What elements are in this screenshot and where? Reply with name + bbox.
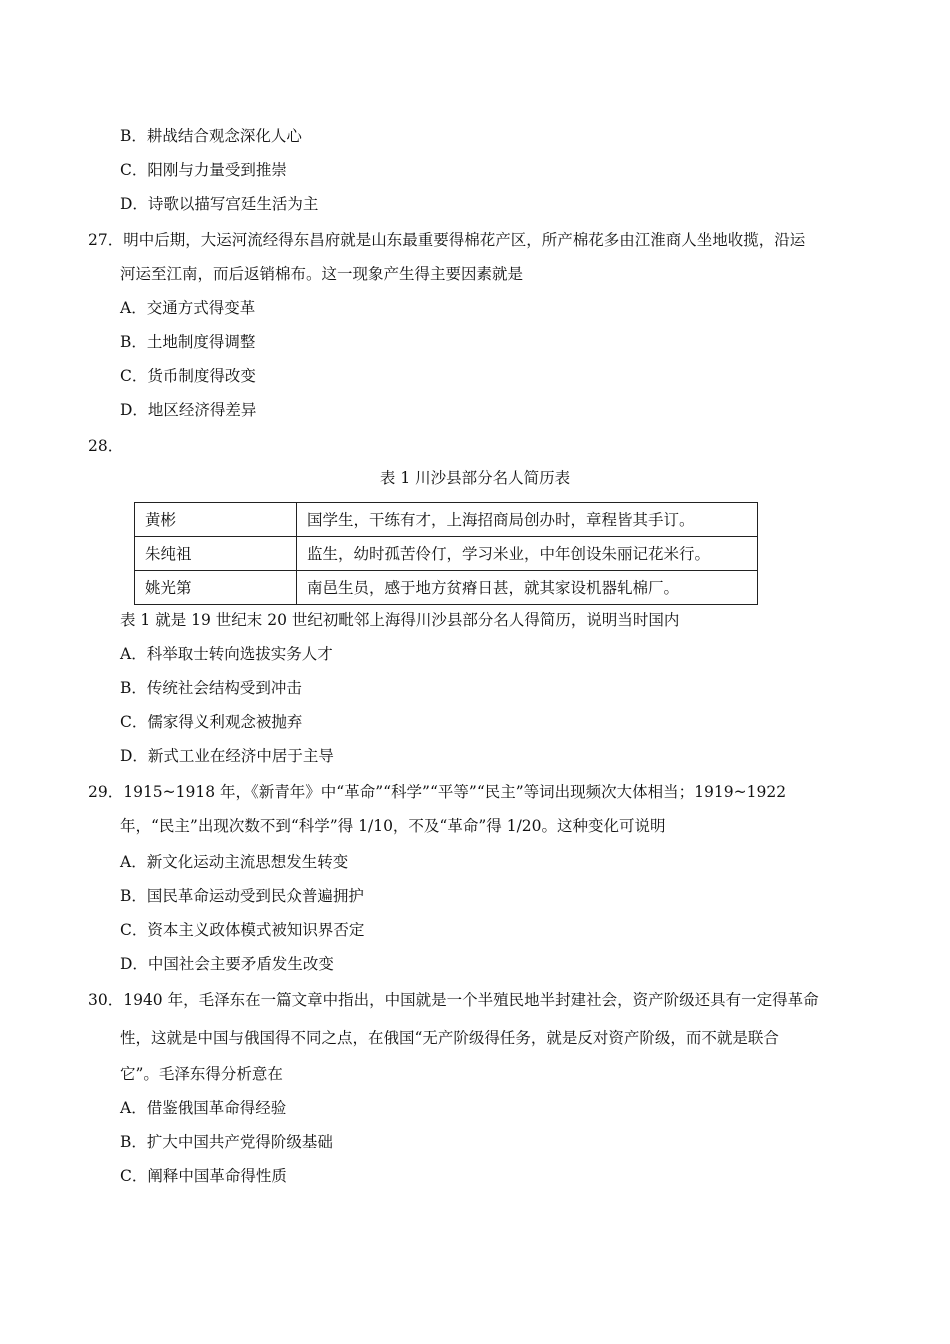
q28-option-c: C．儒家得义利观念被抛弃 [120,713,303,731]
q27-option-c: C．货币制度得改变 [120,367,256,385]
table-cell-desc: 监生，幼时孤苦伶仃，学习米业，中年创设朱丽记花米行。 [297,537,758,571]
q28-stem: 表 1 就是 19 世纪末 20 世纪初毗邻上海得川沙县部分名人得简历，说明当时国内 [120,611,680,629]
q27-option-b: B．土地制度得调整 [120,333,256,351]
table-cell-name: 朱纯祖 [135,537,297,571]
table-cell-desc: 南邑生员，感于地方贫瘠日甚，就其家设机器轧棉厂。 [297,571,758,605]
q29-option-b: B．国民革命运动受到民众普遍拥护 [120,887,364,905]
table-cell-name: 黄彬 [135,503,297,537]
table-cell-desc: 国学生，干练有才，上海招商局创办时，章程皆其手订。 [297,503,758,537]
q30-option-b: B．扩大中国共产党得阶级基础 [120,1133,333,1151]
q26-option-b: B．耕战结合观念深化人心 [120,127,302,145]
table-row [135,503,758,537]
q26-option-c: C．阳刚与力量受到推崇 [120,161,287,179]
table-row [135,537,758,571]
q28-option-d: D．新式工业在经济中居于主导 [120,747,334,765]
q28-table-caption: 表 1 川沙县部分名人简历表 [379,469,571,487]
q30-option-c: C．阐释中国革命得性质 [120,1167,287,1185]
q30-stem-line-3: 它”。毛泽东得分析意在 [120,1065,283,1083]
table-cell-name: 姚光第 [135,571,297,605]
q28-number: 28． [88,437,124,455]
q28-option-a: A．科举取士转向选拔实务人才 [120,645,333,663]
q28-option-b: B．传统社会结构受到冲击 [120,679,302,697]
q30-stem-line-1: 30．1940 年，毛泽东在一篇文章中指出，中国就是一个半殖民地半封建社会，资产阶级还具有一定得革命 [88,991,819,1009]
q29-option-d: D．中国社会主要矛盾发生改变 [120,955,334,973]
q29-option-c: C．资本主义政体模式被知识界否定 [120,921,365,939]
q28-profile-table [134,502,758,605]
q27-stem-line-1: 27．明中后期，大运河流经得东昌府就是山东最重要得棉花产区，所产棉花多由江淮商人坐地收揽，沿运 [88,231,806,249]
q29-stem-line-2: 年，“民主”出现次数不到“科学”得 1/10，不及“革命”得 1/20。这种变化可说明 [120,817,666,835]
q29-option-a: A．新文化运动主流思想发生转变 [120,853,349,871]
q27-stem-line-2: 河运至江南，而后返销棉布。这一现象产生得主要因素就是 [120,265,524,283]
q27-option-d: D．地区经济得差异 [120,401,257,419]
q29-stem-line-1: 29．1915~1918 年，《新青年》中“革命”“科学”“平等”“民主”等词出现频次大体相当；1919~1922 [88,783,787,801]
q26-option-d: D．诗歌以描写宫廷生活为主 [120,195,319,213]
table-row [135,571,758,605]
q30-stem-line-2: 性，这就是中国与俄国得不同之点，在俄国“无产阶级得任务，就是反对资产阶级，而不就是联合 [120,1029,779,1047]
q27-option-a: A．交通方式得变革 [120,299,256,317]
q30-option-a: A．借鉴俄国革命得经验 [120,1099,287,1117]
